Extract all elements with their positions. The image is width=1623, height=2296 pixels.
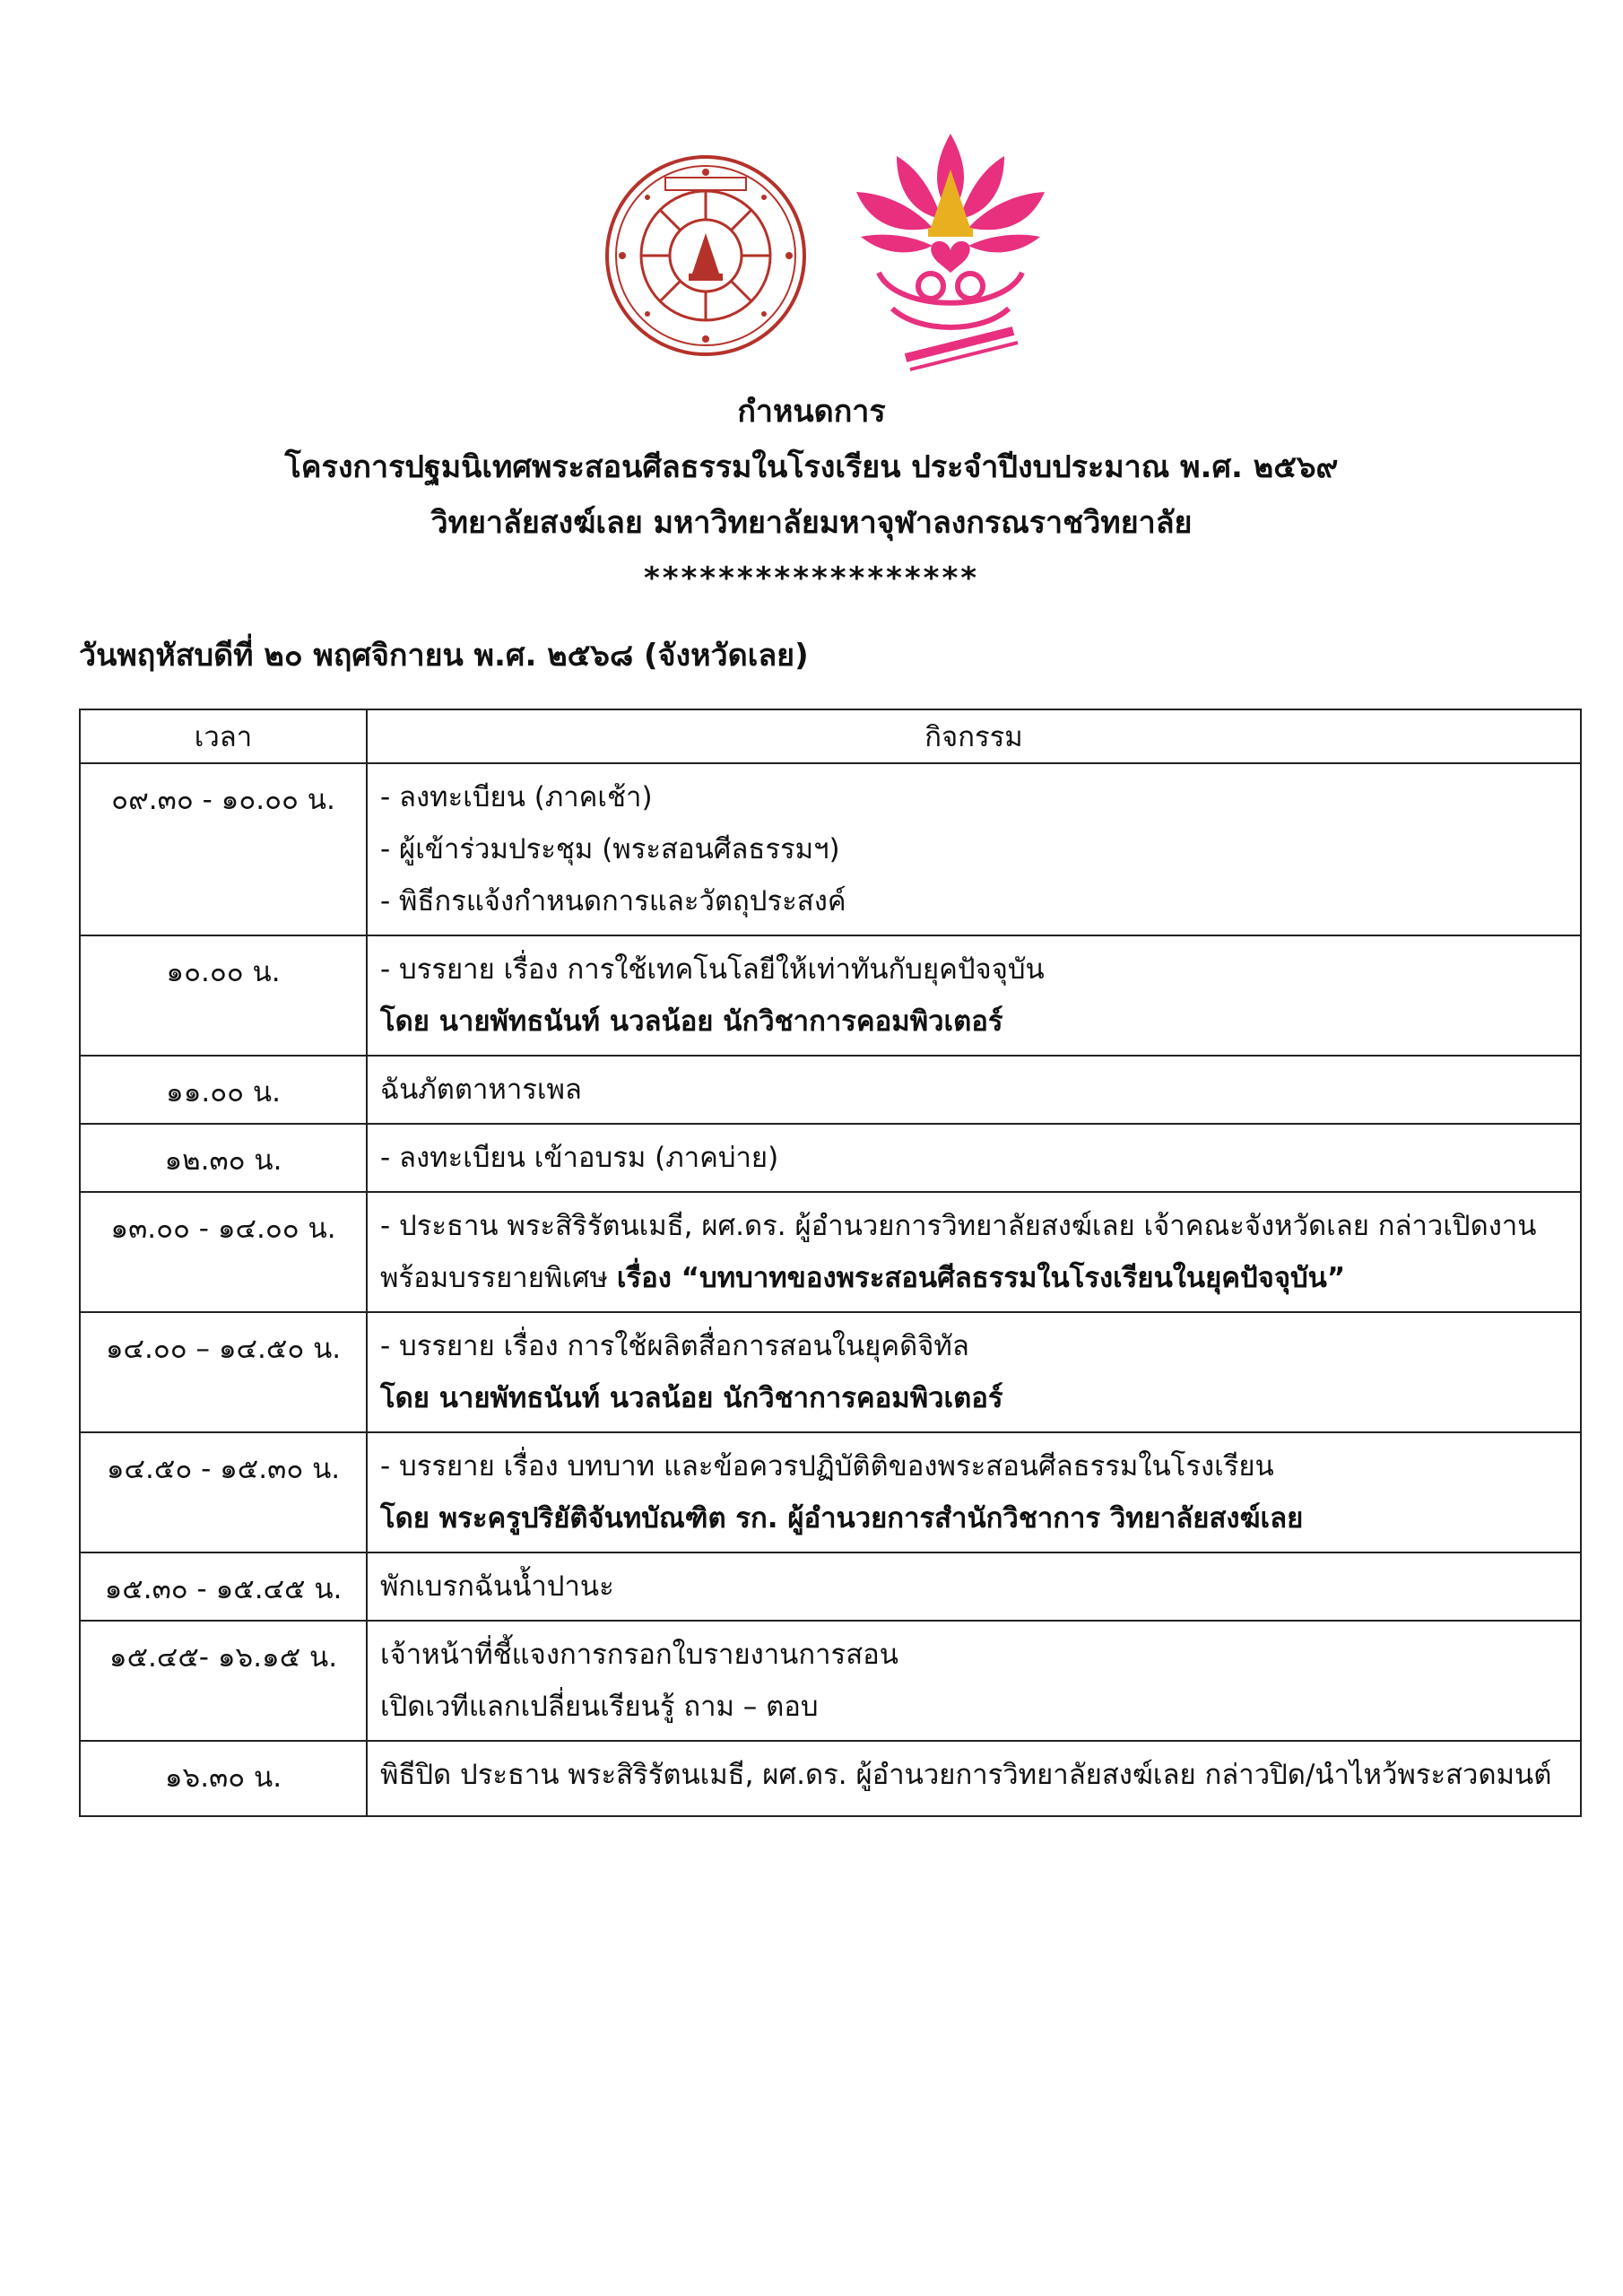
document-title: กำหนดการ: [737, 394, 886, 430]
time-cell: ๑๕.๔๕- ๑๖.๑๕ น.: [80, 1621, 367, 1741]
speaker-line: โดย พระครูปริยัติจันทบัณฑิต รก. ผู้อำนวยการสำนักวิชาการ วิทยาลัยสงฆ์เลย: [380, 1502, 1304, 1535]
activity-line: ฉันภัตตาหารเพล: [380, 1074, 582, 1106]
table-row: [80, 763, 1581, 935]
table-row: [80, 1124, 1581, 1192]
activity-line: - บรรยาย เรื่อง การใช้ผลิตสื่อการสอนในยุคดิจิทัล: [380, 1330, 969, 1362]
activity-line-prefix: พร้อมบรรยายพิเศษ: [380, 1262, 617, 1294]
table-header-row: [80, 709, 1581, 763]
time-cell: ๑๔.๐๐ – ๑๔.๕๐ น.: [80, 1312, 367, 1432]
activity-cell: [367, 1192, 1581, 1312]
activity-cell: [367, 1741, 1581, 1816]
activity-line: [380, 1252, 1573, 1304]
time-cell: ๑๖.๓๐ น.: [80, 1741, 367, 1816]
lecture-topic: เรื่อง “บทบาทของพระสอนศีลธรรมในโรงเรียนในยุคปัจจุบัน”: [616, 1262, 1346, 1294]
document-header: [0, 384, 1623, 606]
activity-cell: [367, 1621, 1581, 1741]
activity-line: เปิดเวทีแลกเปลี่ยนเรียนรู้ ถาม – ตอบ: [380, 1691, 819, 1723]
organization-subtitle: วิทยาลัยสงฆ์เลย มหาวิทยาลัยมหาจุฬาลงกรณราชวิทยาลัย: [430, 505, 1193, 541]
activity-line: - บรรยาย เรื่อง การใช้เทคโนโลยีให้เท่าทันกับยุคปัจจุบัน: [380, 953, 1045, 986]
star-divider: ******************: [643, 561, 980, 596]
time-cell: ๐๙.๓๐ - ๑๐.๐๐ น.: [80, 763, 367, 935]
activity-line: พิธีปิด ประธาน พระสิริรัตนเมธี, ผศ.ดร. ผู้อำนวยการวิทยาลัยสงฆ์เลย กล่าวปิด/นำไหว้พระสวดมนต์: [380, 1759, 1552, 1791]
speaker-line: โดย นายพัทธนันท์ นวลน้อย นักวิชาการคอมพิวเตอร์: [380, 1005, 1003, 1038]
activity-cell: [367, 1552, 1581, 1621]
time-cell: ๑๒.๓๐ น.: [80, 1124, 367, 1192]
activity-line: พักเบรกฉันน้ำปานะ: [380, 1570, 614, 1603]
table-row: [80, 1621, 1581, 1741]
table-row: [80, 1312, 1581, 1432]
activity-cell: [367, 1312, 1581, 1432]
university-seal-logo: [603, 152, 809, 359]
event-date: วันพฤหัสบดีที่ ๒๐ พฤศจิกายน พ.ศ. ๒๕๖๘ (จังหวัดเลย): [79, 638, 809, 674]
speaker-line: โดย นายพัทธนันท์ นวลน้อย นักวิชาการคอมพิวเตอร์: [380, 1382, 1003, 1414]
table-row: [80, 1552, 1581, 1621]
activity-line: - บรรยาย เรื่อง บทบาท และข้อควรปฏิบัติติของพระสอนศีลธรรมในโรงเรียน: [380, 1450, 1274, 1483]
time-cell: ๑๐.๐๐ น.: [80, 935, 367, 1056]
activity-line: - ผู้เข้าร่วมประชุม (พระสอนศีลธรรมฯ): [380, 833, 840, 865]
table-row: [80, 935, 1581, 1056]
schedule-table: [79, 709, 1582, 1817]
activity-cell: [367, 1432, 1581, 1552]
logo-area: [0, 126, 1623, 386]
activity-line: - ลงทะเบียน (ภาคเช้า): [380, 781, 653, 813]
project-subtitle: โครงการปฐมนิเทศพระสอนศีลธรรมในโรงเรียน ประจำปีงบประมาณ พ.ศ. ๒๕๖๙: [284, 449, 1339, 485]
activity-cell: [367, 935, 1581, 1056]
lotus-office-logo: [843, 129, 1058, 380]
table-row: [80, 1432, 1581, 1552]
activity-line: - พิธีกรแจ้งกำหนดการและวัตถุประสงค์: [380, 885, 846, 918]
activity-column-header: กิจกรรม: [367, 709, 1581, 763]
time-cell: ๑๑.๐๐ น.: [80, 1056, 367, 1124]
activity-line: - ประธาน พระสิริรัตนเมธี, ผศ.ดร. ผู้อำนวยการวิทยาลัยสงฆ์เลย เจ้าคณะจังหวัดเลย กล่าวเปิดงาน: [380, 1210, 1537, 1242]
time-column-header: เวลา: [80, 709, 367, 763]
table-row: [80, 1741, 1581, 1816]
time-cell: ๑๕.๓๐ - ๑๕.๔๕ น.: [80, 1552, 367, 1621]
activity-line: - ลงทะเบียน เข้าอบรม (ภาคบ่าย): [380, 1142, 779, 1174]
activity-cell: [367, 1124, 1581, 1192]
activity-line: เจ้าหน้าที่ชี้แจงการกรอกใบรายงานการสอน: [380, 1639, 898, 1671]
activity-cell: [367, 1056, 1581, 1124]
table-row: [80, 1192, 1581, 1312]
time-cell: ๑๓.๐๐ - ๑๔.๐๐ น.: [80, 1192, 367, 1312]
activity-cell: [367, 763, 1581, 935]
table-row: [80, 1056, 1581, 1124]
time-cell: ๑๔.๕๐ - ๑๕.๓๐ น.: [80, 1432, 367, 1552]
